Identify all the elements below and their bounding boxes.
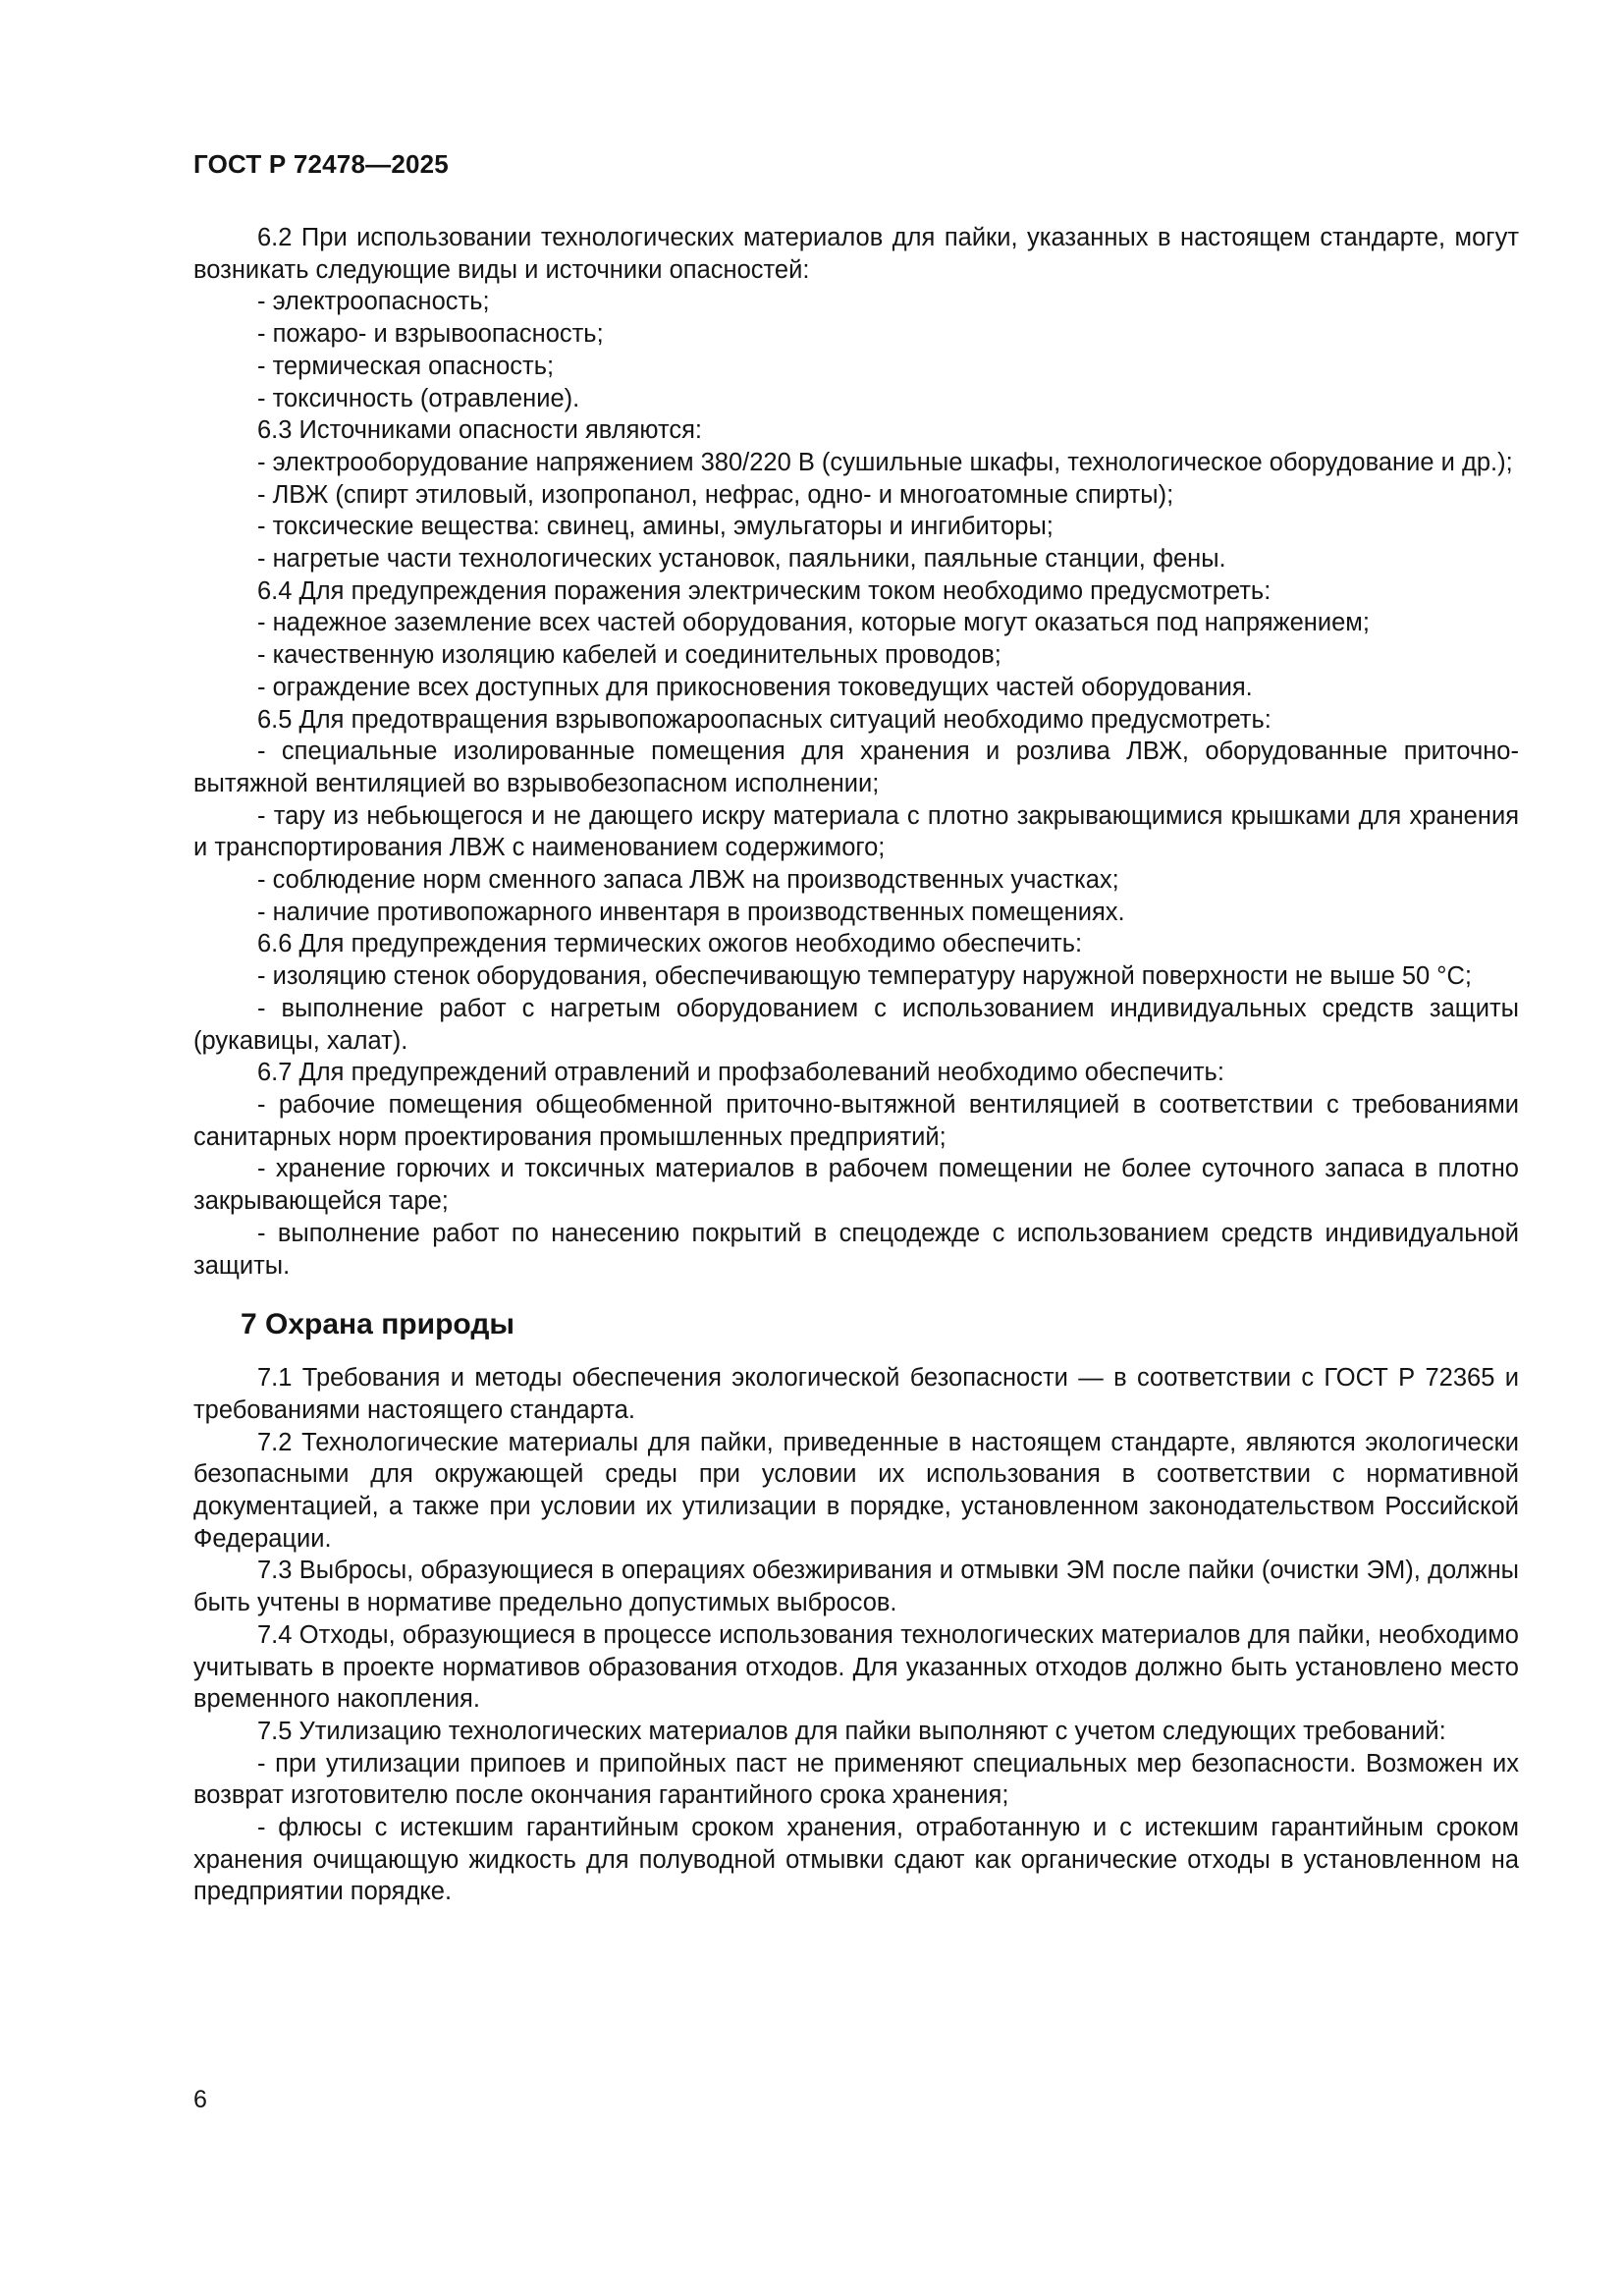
list-item: - нагретые части технологических установок, паяльники, паяльные станции, фены.	[257, 545, 1226, 574]
list-item: - изоляцию стенок оборудования, обеспечивающую температуру наружной поверхности не выше 50 °С;	[257, 962, 1472, 991]
document-code-header: ГОСТ Р 72478—2025	[193, 149, 449, 179]
list-item: - пожаро- и взрывоопасность;	[257, 320, 604, 349]
list-item: - рабочие помещения общеобменной приточно-вытяжной вентиляцией в соответствии с требованиями санитарных норм проектирования промышленных предприятий;	[193, 1090, 1519, 1151]
list-item: - наличие противопожарного инвентаря в производственных помещениях.	[257, 898, 1125, 926]
list-item: - соблюдение норм сменного запаса ЛВЖ на производственных участках;	[257, 866, 1119, 895]
list-item: - электроопасность;	[257, 288, 490, 316]
paragraph: 6.4 Для предупреждения поражения электрическим током необходимо предусмотреть:	[257, 576, 1271, 605]
section-6-requirements	[193, 222, 1519, 1282]
list-item: - выполнение работ по нанесению покрытий в спецодежде с использованием средств индивидуальной защиты.	[193, 1219, 1519, 1280]
paragraph: 6.6 Для предупреждения термических ожогов необходимо обеспечить:	[257, 930, 1083, 958]
paragraph: 7.2 Технологические материалы для пайки, приведенные в настоящем стандарте, являются экологически безопасными для окружающей среды при условии их использования в соответствии с нормативной документацией, а также при условии их утилизации в порядке, установленном законодательством Российской Федерации.	[193, 1428, 1519, 1553]
list-item: - токсичность (отравление).	[257, 384, 580, 412]
list-item: - токсические вещества: свинец, амины, эмульгаторы и ингибиторы;	[257, 513, 1054, 541]
paragraph: 7.4 Отходы, образующиеся в процессе использования технологических материалов для пайки, необходимо учитывать в проекте нормативов образования отходов. Для указанных отходов должно быть установлено место временного накопления.	[193, 1620, 1519, 1714]
paragraph: 6.3 Источниками опасности являются:	[257, 416, 702, 445]
section-7-heading: 7 Охрана природы	[241, 1308, 514, 1341]
list-item: - ограждение всех доступных для прикосновения токоведущих частей оборудования.	[257, 673, 1253, 701]
list-item: - надежное заземление всех частей оборудования, которые могут оказаться под напряжением;	[257, 609, 1370, 637]
paragraph: 7.5 Утилизацию технологических материалов для пайки выполняют с учетом следующих требований:	[257, 1717, 1446, 1745]
page-number: 6	[193, 2086, 207, 2113]
list-item: - качественную изоляцию кабелей и соединительных проводов;	[257, 641, 1001, 670]
list-item: - флюсы с истекшим гарантийным сроком хранения, отработанную и с истекшим гарантийным сроком хранения очищающую жидкость для полуводной отмывки сдают как органические отходы в установленном на предприятии порядке.	[193, 1814, 1519, 1906]
document-body	[193, 222, 1519, 1908]
list-item: - электрооборудование напряжением 380/220 В (сушильные шкафы, технологическое оборудование и др.);	[257, 448, 1513, 476]
paragraph: 6.5 Для предотвращения взрывопожароопасных ситуаций необходимо предусмотреть:	[257, 705, 1271, 734]
list-item: - специальные изолированные помещения для хранения и розлива ЛВЖ, оборудованные приточно-вытяжной вентиляцией во взрывобезопасном исполнении;	[193, 738, 1519, 797]
list-item: - выполнение работ с нагретым оборудованием с использованием индивидуальных средств защиты (рукавицы, халат).	[193, 994, 1519, 1055]
paragraph: 7.3 Выбросы, образующиеся в операциях обезжиривания и отмывки ЭМ после пайки (очистки ЭМ), должны быть учтены в нормативе предельно допустимых выбросов.	[193, 1557, 1519, 1617]
list-item: - ЛВЖ (спирт этиловый, изопропанол, нефрас, одно- и многоатомные спирты);	[257, 480, 1174, 509]
paragraph: 6.7 Для предупреждений отравлений и профзаболеваний необходимо обеспечить:	[257, 1059, 1224, 1087]
list-item: - термическая опасность;	[257, 352, 555, 380]
paragraph: 6.2 При использовании технологических материалов для пайки, указанных в настоящем стандарте, могут возникать следующие виды и источники опасностей:	[193, 224, 1519, 284]
list-item: - хранение горючих и токсичных материалов в рабочем помещении не более суточного запаса в плотно закрывающейся таре;	[193, 1155, 1519, 1216]
section-7-nature-protection	[193, 1362, 1519, 1908]
list-item: - при утилизации припоев и припойных паст не применяют специальных мер безопасности. Возможен их возврат изготовителю после окончания гарантийного срока хранения;	[193, 1749, 1519, 1810]
list-item: - тару из небьющегося и не дающего искру материала с плотно закрывающимися крышками для хранения и транспортирования ЛВЖ с наименованием содержимого;	[193, 801, 1519, 862]
paragraph: 7.1 Требования и методы обеспечения экологической безопасности — в соответствии с ГОСТ Р 72365 и требованиями настоящего стандарта.	[193, 1364, 1519, 1424]
